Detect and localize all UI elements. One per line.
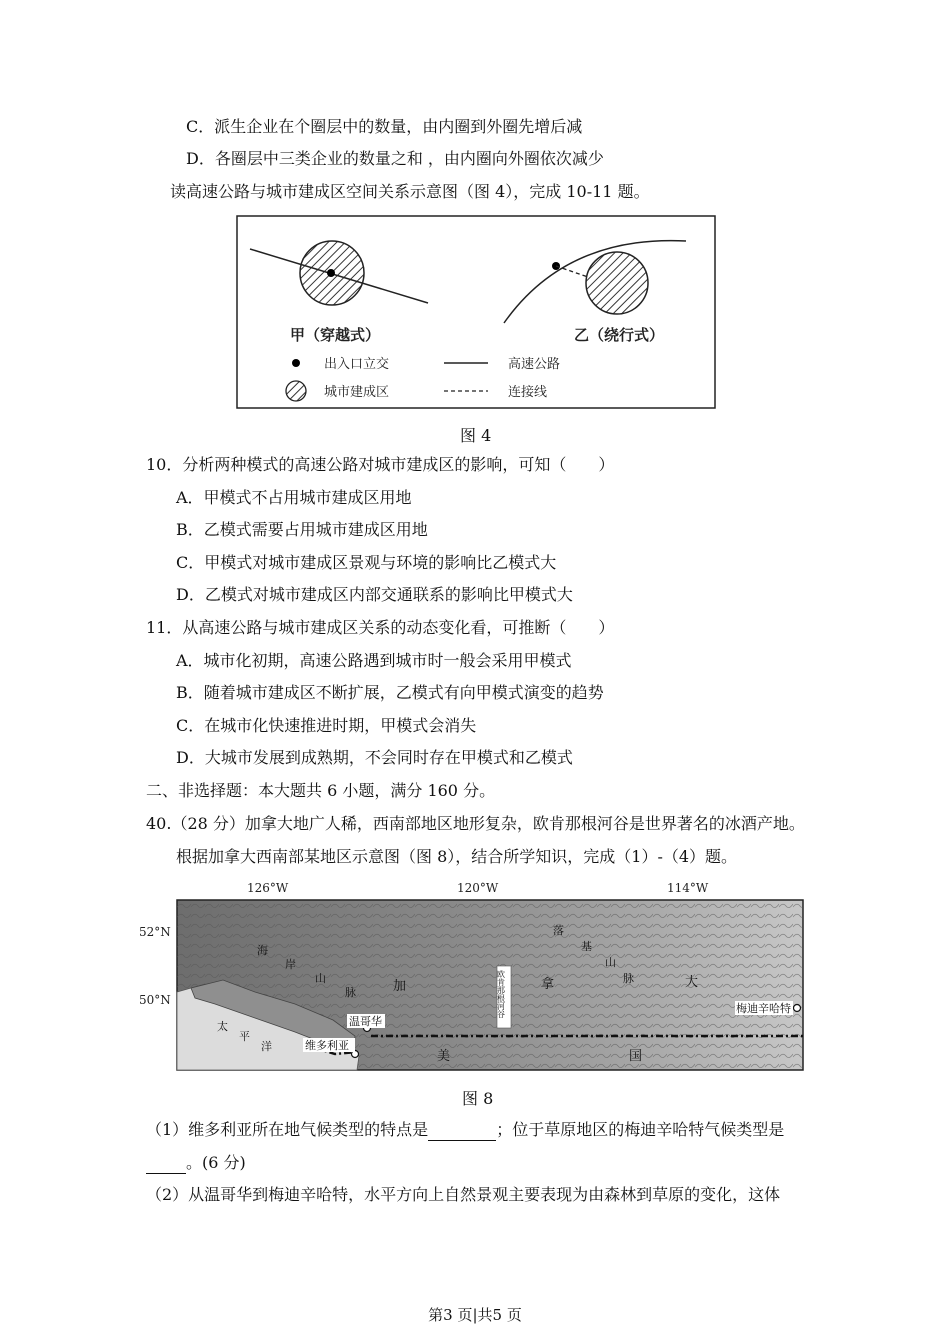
q40-part1-text-b: ；位于草原地区的梅迪辛哈特气候类型是	[496, 1120, 785, 1139]
q40-part2: （2）从温哥华到梅迪辛哈特，水平方向上自然景观主要表现为由森林到草原的变化，这体	[146, 1185, 781, 1204]
question-10: 10．分析两种模式的高速公路对城市建成区的影响，可知（ ）	[146, 455, 615, 474]
coast-mtn-3: 山	[315, 972, 326, 985]
ocean-char-2: 平	[239, 1030, 250, 1043]
q40-part1-text-a: （1）维多利亚所在地气候类型的特点是	[146, 1120, 429, 1139]
q11-option-d: D．大城市发展到成熟期，不会同时存在甲模式和乙模式	[176, 748, 573, 767]
rocky-mtn-3: 山	[605, 956, 616, 969]
legend-builtup-text: 城市建成区	[324, 385, 390, 400]
coast-mtn-1: 海	[257, 944, 268, 957]
legend-interchange-text: 出入口立交	[324, 357, 390, 372]
figure4-intro: 读高速公路与城市建成区空间关系示意图（图 4），完成 10-11 题。	[170, 182, 650, 201]
figure-8-map	[135, 880, 815, 1080]
canada-char-2: 拿	[541, 977, 555, 992]
usa-char-1: 美	[437, 1049, 451, 1064]
q9-option-c: C．派生企业在个圈层中的数量，由内圈到外圈先增后减	[186, 117, 583, 136]
medicine-hat-label: 梅迪辛哈特	[736, 1002, 791, 1015]
answer-blank-2[interactable]	[146, 1157, 186, 1174]
lat-label-50n: 50°N	[139, 993, 171, 1007]
q10-option-d: D．乙模式对城市建成区内部交通联系的影响比甲模式大	[176, 585, 573, 604]
canada-char-3: 大	[685, 975, 699, 990]
rocky-mtn-1: 落	[553, 924, 564, 937]
rocky-mtn-2: 基	[581, 940, 592, 953]
q10-option-a: A．甲模式不占用城市建成区用地	[176, 488, 412, 507]
figure-4-caption: 图 4	[460, 426, 492, 445]
question-40: 40.（28 分）加拿大地广人稀，西南部地区地形复杂，欧肯那根河谷是世界著名的冰酒产地。	[146, 814, 805, 833]
q40-part1-line1	[146, 1119, 784, 1141]
q9-option-d: D．各圈层中三类企业的数量之和 ，由内圈向外圈依次减少	[186, 149, 604, 168]
q11-option-c: C．在城市化快速推进时期，甲模式会消失	[176, 716, 477, 735]
usa-char-2: 国	[629, 1049, 643, 1064]
lon-label-126w: 126°W	[247, 881, 289, 895]
q11-option-a: A．城市化初期，高速公路遇到城市时一般会采用甲模式	[176, 651, 572, 670]
legend-interchange-symbol	[292, 359, 300, 367]
coast-mtn-2: 岸	[285, 958, 296, 971]
q10-option-c: C．甲模式对城市建成区景观与环境的影响比乙模式大	[176, 553, 557, 572]
q11-option-b: B．随着城市建成区不断扩展，乙模式有向甲模式演变的趋势	[176, 683, 604, 702]
ocean-char-1: 太	[217, 1020, 228, 1033]
legend-builtup-symbol	[286, 381, 306, 401]
vancouver-label: 温哥华	[349, 1015, 382, 1028]
page-footer: 第3 页|共5 页	[428, 1306, 522, 1324]
interchange-jia	[327, 269, 335, 277]
q40-part1-text-c: 。(6 分)	[186, 1153, 246, 1172]
rocky-mtn-4: 脉	[623, 972, 634, 985]
ocean-char-3: 洋	[261, 1040, 272, 1053]
question-40-instruction: 根据加拿大西南部某地区示意图（图 8），结合所学知识，完成（1）-（4）题。	[176, 847, 738, 866]
question-11: 11．从高速公路与城市建成区关系的动态变化看，可推断（ ）	[146, 618, 615, 637]
medicine-hat-marker	[794, 1005, 801, 1012]
figure-4-diagram	[236, 215, 716, 409]
lon-label-114w: 114°W	[667, 881, 709, 895]
section-2-heading: 二、非选择题：本大题共 6 小题，满分 160 分。	[146, 781, 496, 800]
label-yi: 乙（绕行式）	[574, 326, 665, 344]
q10-option-b: B．乙模式需要占用城市建成区用地	[176, 520, 428, 539]
legend-connector-text: 连接线	[508, 385, 548, 400]
victoria-label: 维多利亚	[305, 1039, 349, 1052]
coast-mtn-4: 脉	[345, 986, 356, 999]
legend-highway-text: 高速公路	[508, 357, 561, 372]
lat-label-52n: 52°N	[139, 925, 171, 939]
answer-blank-1[interactable]	[428, 1124, 496, 1141]
lon-label-120w: 120°W	[457, 881, 499, 895]
canada-char-1: 加	[393, 979, 407, 994]
figure-8-caption: 图 8	[462, 1089, 494, 1108]
okanagan-valley-label: 欧肯那根河谷	[496, 970, 506, 1018]
q40-part1-line2	[146, 1152, 246, 1174]
label-jia: 甲（穿越式）	[290, 326, 381, 344]
builtup-area-yi	[586, 252, 648, 314]
